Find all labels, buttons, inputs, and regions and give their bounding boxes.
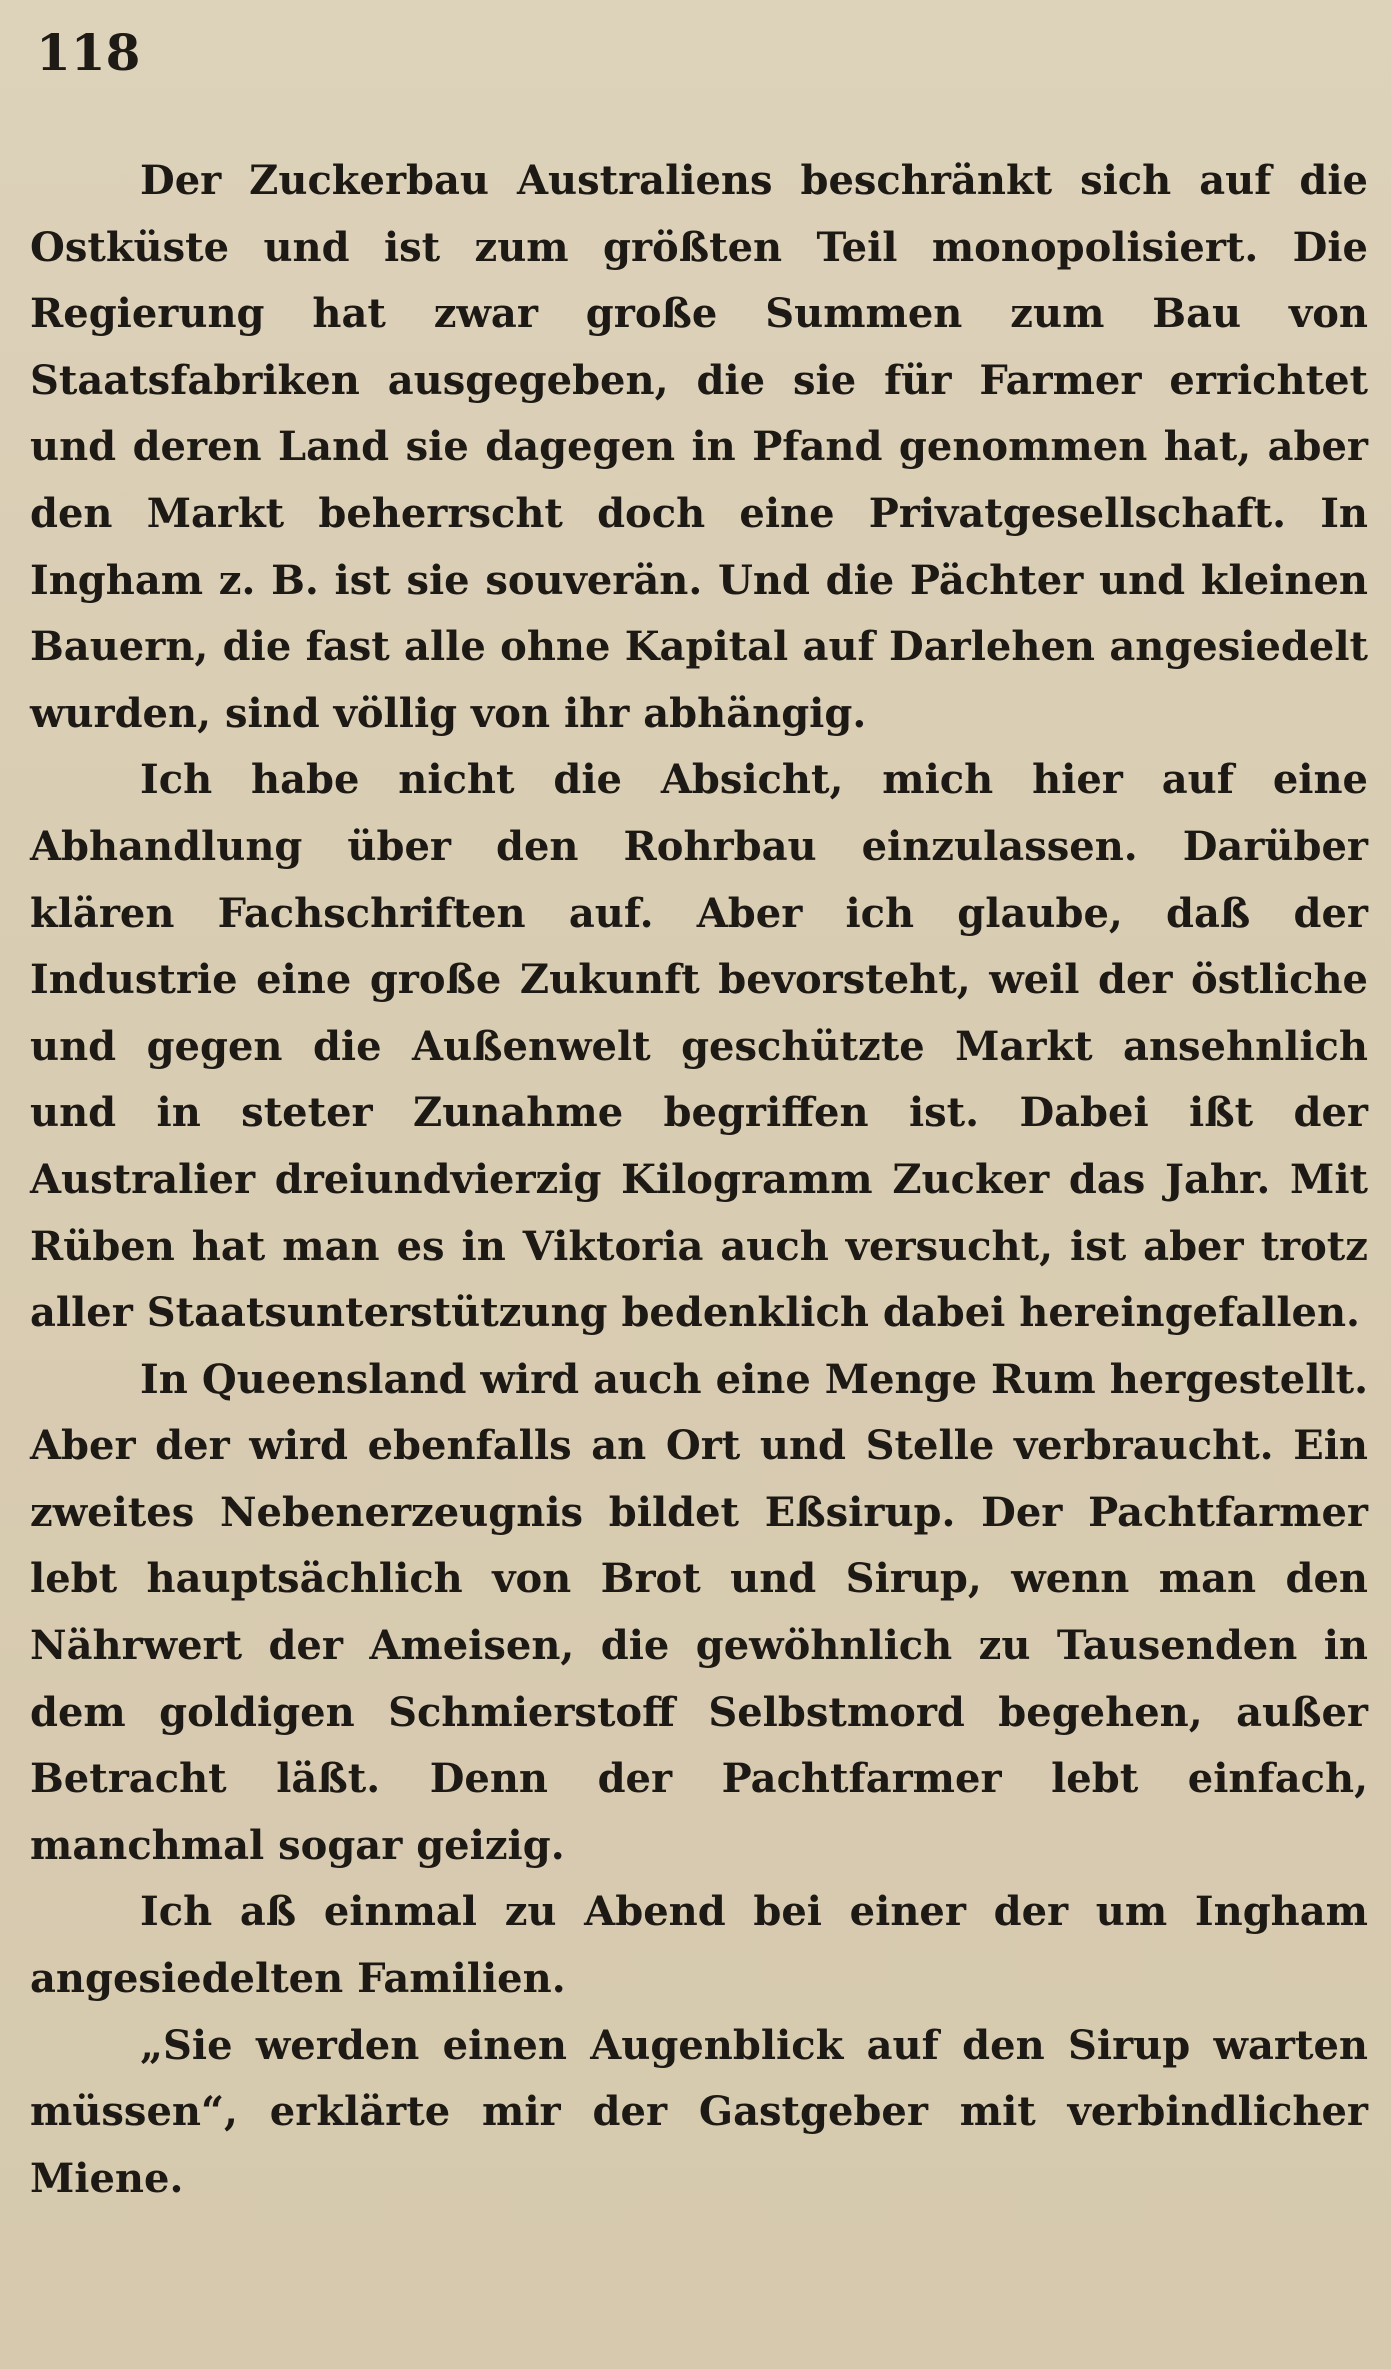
body-text (30, 148, 1368, 2212)
paragraph-zuckerbau: Der Zuckerbau Australiens beschränkt sich auf die Ostküste und ist zum größten Teil monopolisiert. Die Regierung hat zwar große Summen zum Bau von Staatsfabriken ausgegeben, die sie für Farmer errichtet und deren Land sie dagegen in Pfand genommen hat, aber den Markt beherrscht doch eine Privatgesellschaft. In Ingham z. B. ist sie souverän. Und die Pächter und kleinen Bauern, die fast alle ohne Kapital auf Darlehen angesiedelt wurden, sind völlig von ihr abhängig. (30, 157, 1368, 737)
paragraph-rohrbau: Ich habe nicht die Absicht, mich hier auf eine Abhandlung über den Rohrbau einzulassen. Darüber klären Fachschriften auf. Aber ich glaube, daß der Industrie eine große Zukunft bevorsteht, weil der östliche und gegen die Außenwelt geschützte Markt ansehnlich und in steter Zunahme begriffen ist. Dabei ißt der Australier dreiundvierzig Kilogramm Zucker das Jahr. Mit Rüben hat man es in Viktoria auch versucht, ist aber trotz aller Staatsunterstützung bedenklich dabei hereingefallen. (30, 756, 1368, 1337)
page-number: 118 (36, 23, 141, 82)
paragraph-abendessen: Ich aß einmal zu Abend bei einer der um Ingham angesiedelten Familien. (30, 1888, 1368, 2003)
paragraph-dialogue: „Sie werden einen Augenblick auf den Sirup warten müssen“, erklärte mir der Gastgeber mit verbindlicher Miene. (30, 2021, 1368, 2202)
paragraph-queensland-rum: In Queensland wird auch eine Menge Rum hergestellt. Aber der wird ebenfalls an Ort und Stelle verbraucht. Ein zweites Nebenerzeugnis bildet Eßsirup. Der Pachtfarmer lebt hauptsächlich von Brot und Sirup, wenn man den Nährwert der Ameisen, die gewöhnlich zu Tausenden in dem goldigen Schmierstoff Selbstmord begehen, außer Betracht läßt. Denn der Pachtfarmer lebt einfach, manchmal sogar geizig. (30, 1355, 1368, 1869)
